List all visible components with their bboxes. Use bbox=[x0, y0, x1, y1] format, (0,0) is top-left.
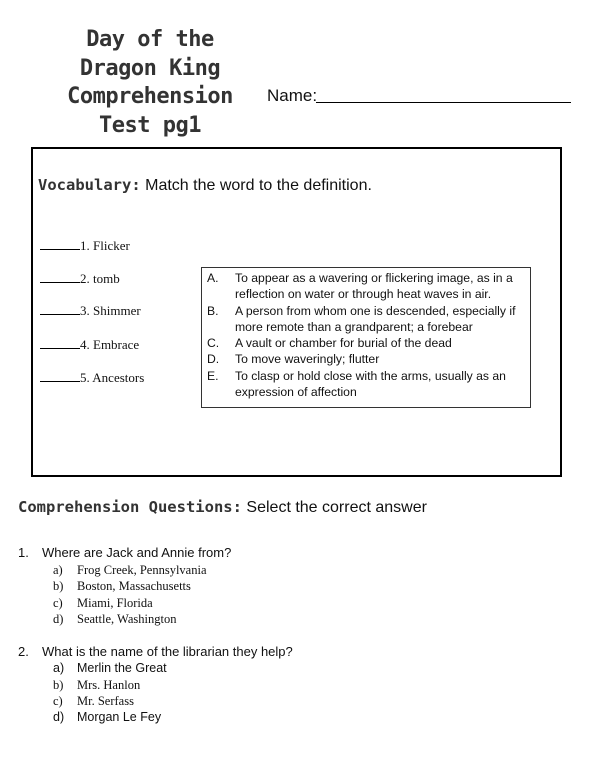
title-line: Test pg1 bbox=[99, 112, 201, 138]
comprehension-instruction: Select the correct answer bbox=[246, 499, 427, 516]
answer-option[interactable]: d) Morgan Le Fey bbox=[53, 710, 162, 724]
answer-blank[interactable] bbox=[40, 282, 80, 283]
vocabulary-heading bbox=[38, 176, 372, 195]
answer-option[interactable]: a) Frog Creek, Pennsylvania bbox=[53, 563, 207, 577]
comprehension-heading bbox=[18, 498, 427, 517]
definitions-list bbox=[207, 270, 527, 400]
definition-item: D. To move waveringly; flutter bbox=[207, 352, 380, 367]
vocab-word: 5. Ancestors bbox=[40, 370, 144, 386]
page-title bbox=[40, 26, 260, 140]
answer-option[interactable]: a) Merlin the Great bbox=[53, 661, 167, 675]
answer-blank[interactable] bbox=[40, 249, 80, 250]
answer-blank[interactable] bbox=[40, 348, 80, 349]
answer-option[interactable]: c) Mr. Serfass bbox=[53, 694, 134, 708]
title-line: Dragon King bbox=[79, 55, 221, 81]
question: 2. What is the name of the librarian they help? bbox=[18, 644, 293, 659]
vocab-word: 1. Flicker bbox=[40, 238, 130, 254]
answer-option[interactable]: d) Seattle, Washington bbox=[53, 612, 177, 626]
vocab-word: 2. tomb bbox=[40, 271, 120, 287]
name-field[interactable] bbox=[316, 101, 571, 103]
name-label: Name: bbox=[267, 86, 318, 105]
definition-item: C. A vault or chamber for burial of the dead bbox=[207, 336, 452, 351]
answer-option[interactable]: c) Miami, Florida bbox=[53, 596, 153, 610]
vocabulary-instruction: Match the word to the definition. bbox=[145, 177, 372, 194]
vocab-word: 3. Shimmer bbox=[40, 303, 141, 319]
title-line: Comprehension bbox=[67, 84, 233, 109]
question: 1. Where are Jack and Annie from? bbox=[18, 545, 232, 560]
definition-item: B. A person from whom one is descended, especially if more remote than a grandparent; a forebear bbox=[207, 303, 516, 334]
vocab-word: 4. Embrace bbox=[40, 337, 139, 353]
definition-item: E. To clasp or hold close with the arms, usually as an expression of affection bbox=[207, 368, 506, 400]
title-line: Day of the bbox=[86, 27, 214, 52]
answer-option[interactable]: b) Boston, Massachusetts bbox=[53, 579, 191, 593]
answer-option[interactable]: b) Mrs. Hanlon bbox=[53, 678, 141, 692]
answer-blank[interactable] bbox=[40, 314, 80, 315]
answer-blank[interactable] bbox=[40, 381, 80, 382]
definition-item: A. To appear as a wavering or flickering image, as in a reflection on water or through heat waves in air. bbox=[207, 271, 513, 302]
vocabulary-label: Vocabulary: bbox=[38, 176, 141, 194]
comprehension-label: Comprehension Questions: bbox=[18, 498, 242, 516]
